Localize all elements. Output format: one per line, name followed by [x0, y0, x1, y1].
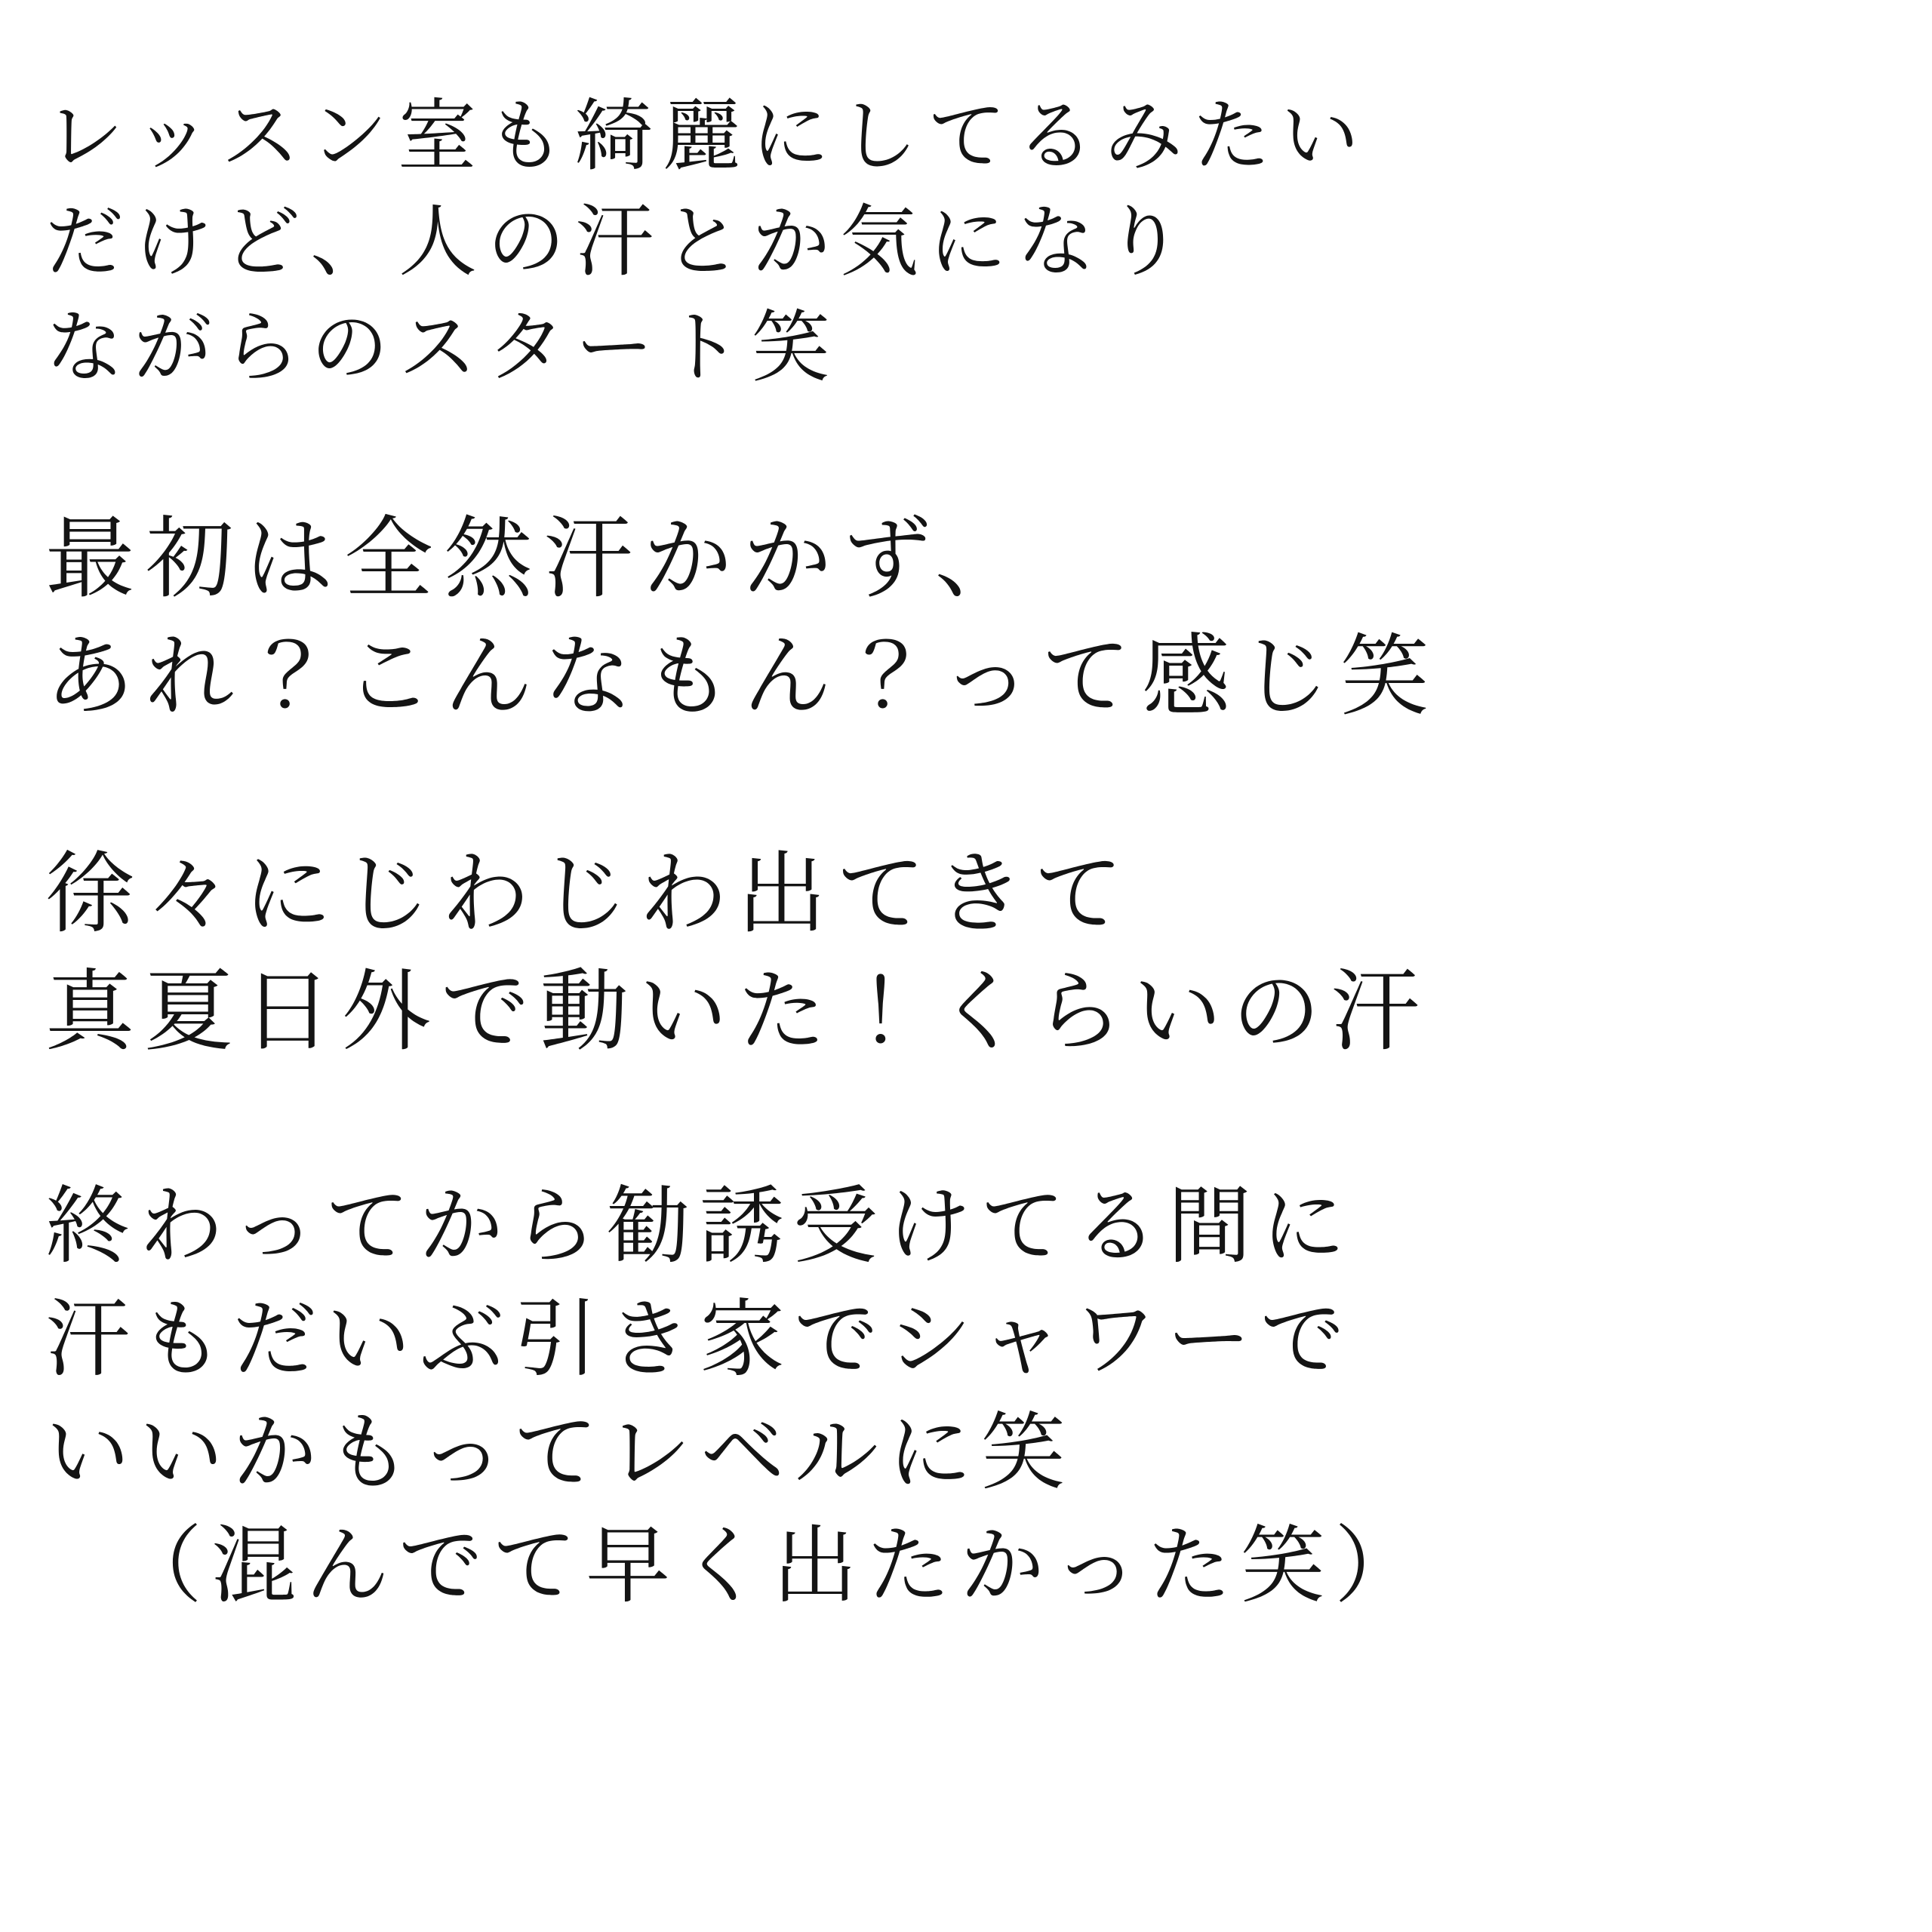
- text-line: 汗もだいぶ引き家でシャワーで: [45, 1291, 1354, 1389]
- text-block-1: [45, 83, 1879, 400]
- text-line: 徐々にじわじわ出てきて: [45, 841, 1134, 946]
- text-block-3: [45, 835, 1879, 1070]
- text-line-parenthetical: （混んでて早く出たかった笑）: [118, 1517, 1428, 1615]
- text-line: ながらのスタート笑: [45, 301, 841, 393]
- text-line: あれ？こんなもん？って感じ笑: [45, 624, 1441, 728]
- text-line: 最初は全然汗かかず、: [45, 506, 1035, 611]
- text-line: 終わってから勧誘受けてる間に: [45, 1177, 1355, 1275]
- text-line: いいかもってレベルに笑: [45, 1404, 1075, 1502]
- text-block-4: [45, 1170, 1879, 1623]
- text-line: レッスン室も綺麗にしてるみたい: [45, 90, 1369, 182]
- text-line: 真夏日外で動いた！くらいの汗: [45, 959, 1430, 1063]
- text-line: だけど、人の汗とか気になり: [45, 195, 1194, 288]
- text-block-2: [45, 500, 1879, 735]
